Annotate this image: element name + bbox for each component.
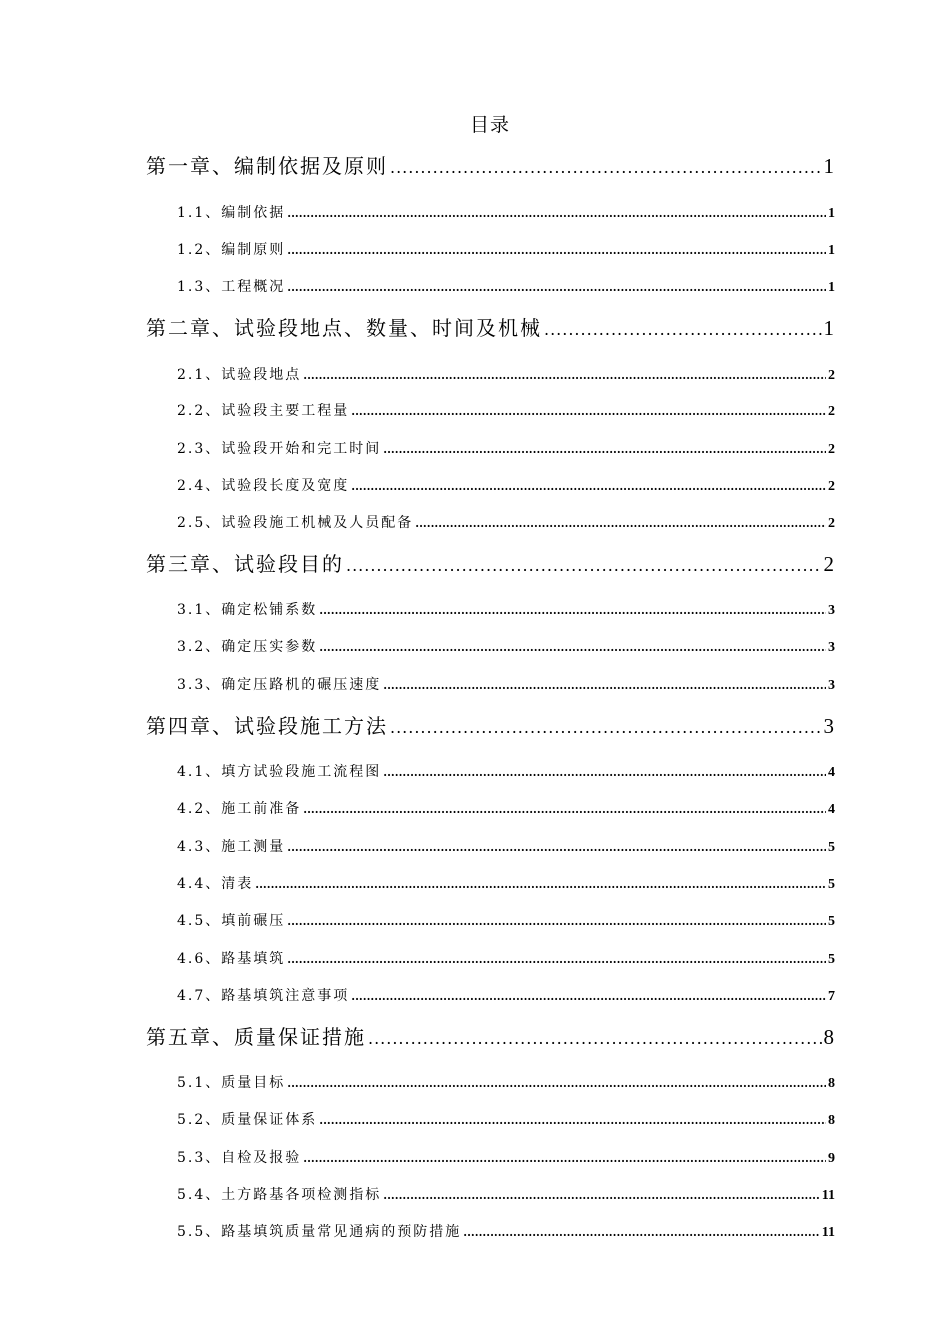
toc-page-number: 1 — [823, 154, 834, 178]
toc-entry-text: 1.2、编制原则 — [177, 242, 286, 258]
toc-entry-text: 3.2、确定压实参数 — [177, 639, 318, 655]
toc-page-number: 3 — [828, 603, 835, 618]
dot-leader — [383, 766, 826, 779]
toc-section-2-5[interactable] — [177, 512, 835, 532]
toc-page-number: 11 — [821, 1225, 835, 1240]
dot-leader — [287, 281, 826, 294]
dot-leader — [255, 878, 826, 891]
dot-leader — [390, 718, 822, 737]
dot-leader — [303, 803, 826, 816]
toc-page-number: 5 — [828, 952, 835, 967]
toc-page-number: 4 — [828, 802, 835, 817]
toc-entry-text: 4.1、填方试验段施工流程图 — [177, 764, 382, 780]
toc-entry-text: 1.1、编制依据 — [177, 205, 286, 221]
toc-section-5-4[interactable] — [177, 1184, 835, 1204]
toc-page-number: 1 — [828, 206, 835, 221]
toc-entry-text: 2.4、试验段长度及宽度 — [177, 478, 350, 494]
dot-leader — [351, 405, 826, 418]
toc-entry-text: 4.2、施工前准备 — [177, 801, 302, 817]
toc-page-number: 3 — [828, 678, 835, 693]
toc-page-number: 1 — [823, 316, 834, 340]
toc-section-5-2[interactable] — [177, 1109, 835, 1129]
toc-entry-text: 2.5、试验段施工机械及人员配备 — [177, 515, 414, 531]
dot-leader — [319, 641, 826, 654]
toc-page-number: 3 — [823, 714, 834, 738]
toc-entry-text: 4.4、清表 — [177, 876, 254, 892]
toc-section-4-2[interactable] — [177, 798, 835, 818]
toc-section-1-3[interactable] — [177, 276, 835, 296]
toc-page-number: 2 — [828, 404, 835, 419]
toc-section-5-1[interactable] — [177, 1072, 835, 1092]
toc-page-number: 2 — [828, 368, 835, 383]
toc-page-number: 8 — [828, 1113, 835, 1128]
toc-section-5-5[interactable] — [177, 1221, 835, 1241]
dot-leader — [319, 604, 826, 617]
toc-page-number: 1 — [828, 243, 835, 258]
dot-leader — [415, 517, 826, 530]
toc-entry-text: 2.3、试验段开始和完工时间 — [177, 441, 382, 457]
toc-entry-text: 3.3、确定压路机的碾压速度 — [177, 677, 382, 693]
toc-section-2-4[interactable] — [177, 475, 835, 495]
dot-leader — [390, 158, 822, 177]
dot-leader — [463, 1226, 820, 1239]
dot-leader — [368, 1029, 822, 1048]
toc-section-4-3[interactable] — [177, 836, 835, 856]
toc-entry-text: 5.5、路基填筑质量常见通病的预防措施 — [177, 1224, 462, 1240]
toc-entry-text: 2.2、试验段主要工程量 — [177, 403, 350, 419]
toc-entry-text: 第四章、试验段施工方法 — [146, 714, 388, 738]
toc-entry-text: 5.3、自检及报验 — [177, 1150, 302, 1166]
toc-entry-text: 第一章、编制依据及原则 — [146, 154, 388, 178]
toc-entry-text: 5.4、土方路基各项检测指标 — [177, 1187, 382, 1203]
toc-page-number: 2 — [828, 516, 835, 531]
toc-entry-text: 5.2、质量保证体系 — [177, 1112, 318, 1128]
toc-page-number: 5 — [828, 840, 835, 855]
toc-section-4-6[interactable] — [177, 948, 835, 968]
page-title: 目录 — [469, 114, 510, 136]
dot-leader — [303, 1152, 826, 1165]
toc-section-3-2[interactable] — [177, 636, 835, 656]
toc-entry-text: 4.3、施工测量 — [177, 839, 286, 855]
toc-section-3-3[interactable] — [177, 674, 835, 694]
toc-page-number: 2 — [828, 479, 835, 494]
toc-entry-text: 4.5、填前碾压 — [177, 913, 286, 929]
dot-leader — [351, 990, 826, 1003]
toc-chapter-5[interactable] — [146, 1021, 834, 1050]
toc-page-number: 1 — [828, 280, 835, 295]
toc-page-number: 8 — [828, 1076, 835, 1091]
toc-section-2-3[interactable] — [177, 438, 835, 458]
toc-entry-text: 5.1、质量目标 — [177, 1075, 286, 1091]
toc-entry-text: 4.7、路基填筑注意事项 — [177, 988, 350, 1004]
toc-page-number: 5 — [828, 877, 835, 892]
dot-leader — [351, 480, 826, 493]
dot-leader — [287, 841, 826, 854]
dot-leader — [287, 1077, 826, 1090]
dot-leader — [346, 556, 822, 575]
toc-page-number: 4 — [828, 765, 835, 780]
toc-page-number: 11 — [821, 1188, 835, 1203]
toc-page-number: 5 — [828, 914, 835, 929]
toc-entry-text: 第三章、试验段目的 — [146, 552, 344, 576]
toc-entry-text: 2.1、试验段地点 — [177, 367, 302, 383]
toc-page-number: 8 — [823, 1025, 834, 1049]
dot-leader — [544, 320, 822, 339]
dot-leader — [287, 244, 826, 257]
dot-leader — [383, 443, 826, 456]
toc-page-number: 9 — [828, 1151, 835, 1166]
toc-entry-text: 3.1、确定松铺系数 — [177, 602, 318, 618]
toc-entry-text: 第五章、质量保证措施 — [146, 1025, 366, 1049]
toc-entry-text: 1.3、工程概况 — [177, 279, 286, 295]
toc-page-number: 7 — [828, 989, 835, 1004]
toc-section-4-4[interactable] — [177, 873, 835, 893]
toc-section-2-2[interactable] — [177, 400, 835, 420]
toc-page-number: 2 — [828, 442, 835, 457]
toc-page-number: 2 — [823, 552, 834, 576]
toc-page-number: 3 — [828, 640, 835, 655]
toc-section-1-1[interactable] — [177, 202, 835, 222]
toc-section-1-2[interactable] — [177, 239, 835, 259]
toc-chapter-2[interactable] — [146, 312, 834, 341]
dot-leader — [319, 1114, 826, 1127]
toc-entry-text: 4.6、路基填筑 — [177, 951, 286, 967]
dot-leader — [383, 679, 826, 692]
toc-section-4-1[interactable] — [177, 761, 835, 781]
dot-leader — [287, 207, 826, 220]
toc-section-4-7[interactable] — [177, 985, 835, 1005]
dot-leader — [383, 1189, 820, 1202]
dot-leader — [287, 915, 826, 928]
toc-chapter-4[interactable] — [146, 710, 834, 739]
dot-leader — [303, 369, 826, 382]
dot-leader — [287, 953, 826, 966]
toc-section-3-1[interactable] — [177, 599, 835, 619]
toc-chapter-1[interactable] — [146, 150, 834, 179]
toc-section-4-5[interactable] — [177, 910, 835, 930]
toc-section-2-1[interactable] — [177, 364, 835, 384]
toc-entry-text: 第二章、试验段地点、数量、时间及机械 — [146, 316, 542, 340]
toc-section-5-3[interactable] — [177, 1147, 835, 1167]
toc-chapter-3[interactable] — [146, 548, 834, 577]
